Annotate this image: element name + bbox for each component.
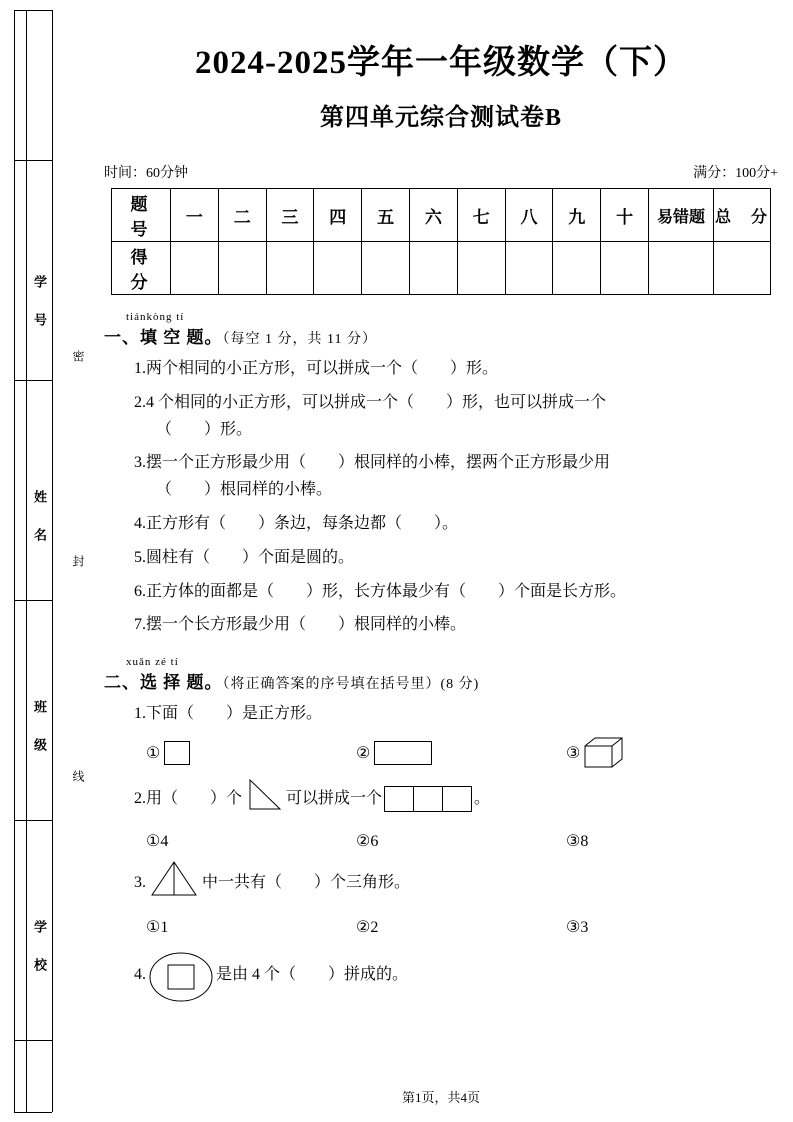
time-limit-label: 时间：60分钟 [104,166,188,181]
option-2-marker: ② [356,744,371,762]
score-cell[interactable] [553,242,601,295]
score-cell[interactable] [601,242,649,295]
sidebar-label-student-number: 学 号 [32,275,47,332]
score-table-col-6: 六 [409,189,457,242]
option-3[interactable]: ③3 [566,918,589,936]
score-table-row-label: 题 号 [112,189,171,242]
score-table-col-7: 七 [457,189,505,242]
section-2-pinyin: xuǎn zé tí [126,656,179,669]
option-1[interactable]: ①1 [146,918,169,936]
question-2-4 [134,951,786,1001]
question-2-2-middle: 可以拼成一个 [286,789,383,807]
table-row-question-numbers [112,189,771,242]
option-2[interactable]: ②6 [356,832,379,850]
option-1[interactable]: ①4 [146,832,169,850]
score-cell[interactable] [314,242,362,295]
question-1-4: 4.正方形有（ ）条边，每条边都（ ）。 [134,514,459,532]
circle-with-square-icon [148,951,214,1001]
question-2-4-prefix: 4. [134,966,146,984]
strip-hline [14,820,52,821]
binding-strip [0,0,96,1122]
strip-hline [14,10,52,11]
question-2-2-prefix: 2.用（ ）个 [134,789,243,807]
score-table-row-label-score: 得 分 [112,242,171,295]
rectangle-shape-icon [374,741,432,765]
section-1-pinyin: tiánkòng tí [126,311,185,323]
question-2-1-options [146,737,786,769]
section-multiple-choice [96,656,786,1000]
section-1-heading [104,323,786,348]
option-3-marker: ③ [566,744,581,762]
strip-hline [14,1040,52,1041]
score-table-col-total: 总 分 [714,189,771,242]
table-row-scores [112,242,771,295]
cube-shape-icon [584,737,624,769]
full-score-label: 满分：100分+ [693,166,778,181]
question-2-1: 1.下面（ ）是正方形。 [134,705,323,723]
question-2-3-text: 中一共有（ ）个三角形。 [202,873,411,891]
score-cell-total[interactable] [714,242,771,295]
seal-mark-feng: 封 [71,555,85,569]
score-cell[interactable] [171,242,219,295]
page-title-line1: 2024-2025学年一年级数学（下） [195,45,687,81]
strip-hline [14,160,52,161]
question-2-4-text: 是由 4 个（ ）拼成的。 [216,966,409,984]
question-2-3-prefix: 3. [134,873,146,891]
option-2[interactable] [356,737,566,769]
score-cell[interactable] [218,242,266,295]
page-footer: 第1页，共4页 [401,1090,480,1105]
score-cell[interactable] [457,242,505,295]
score-table-col-1: 一 [171,189,219,242]
option-1[interactable] [146,737,356,769]
strip-hline [14,380,52,381]
square-shape-icon [164,741,190,765]
page-title-line2: 第四单元综合测试卷B [319,105,562,131]
option-3[interactable] [566,737,776,769]
divided-triangle-icon [148,860,200,907]
section-2-heading [104,668,786,693]
question-2-2 [134,778,786,821]
score-table-col-9: 九 [553,189,601,242]
exam-paper-content [96,0,786,1122]
question-1-3-cont: （ ）根同样的小棒。 [156,481,333,499]
option-3[interactable]: ③8 [566,832,589,850]
question-2-2-options [146,831,786,851]
question-2-3-options [146,917,786,937]
score-cell[interactable] [362,242,410,295]
question-1-2-cont: （ ）形。 [156,420,253,438]
seal-mark-mi: 密 [71,350,85,364]
score-table [111,188,771,295]
section-1-subtitle: （每空 1 分，共 11 分） [222,332,377,347]
strip-hline [14,1112,52,1113]
question-1-7: 7.摆一个长方形最少用（ ）根同样的小棒。 [134,616,467,634]
question-2-3 [134,860,786,907]
score-table-col-8: 八 [505,189,553,242]
strip-line-2 [26,10,27,1112]
section-2-title: 二、选 择 题。 [104,673,223,693]
section-fill-in-blanks [96,311,786,638]
strip-line-1 [14,10,15,1112]
score-table-col-error-prone: 易错题 [649,189,714,242]
option-1-marker: ① [146,744,161,762]
score-cell[interactable] [266,242,314,295]
question-2-2-suffix: 。 [474,789,491,807]
score-cell[interactable] [409,242,457,295]
sidebar-label-school: 学 校 [32,920,47,977]
score-table-col-4: 四 [314,189,362,242]
seal-mark-xian: 线 [71,770,85,784]
score-table-col-2: 二 [218,189,266,242]
score-table-col-5: 五 [362,189,410,242]
sidebar-label-name: 姓 名 [32,490,47,547]
strip-hline [14,600,52,601]
exam-meta-row [96,162,786,182]
question-1-2: 2.4 个相同的小正方形，可以拼成一个（ ）形，也可以拼成一个 [134,393,607,411]
triangle-shape-icon [244,778,284,821]
three-part-rectangle-icon [384,786,472,812]
score-table-col-10: 十 [601,189,649,242]
question-1-5: 5.圆柱有（ ）个面是圆的。 [134,548,355,566]
strip-line-3 [52,10,53,1112]
option-2[interactable]: ②2 [356,918,379,936]
question-1-6: 6.正方体的面都是（ ）形，长方体最少有（ ）个面是长方形。 [134,582,627,600]
sidebar-label-class: 班 级 [32,700,47,757]
score-cell-error-prone[interactable] [649,242,714,295]
score-table-col-3: 三 [266,189,314,242]
question-1-3: 3.摆一个正方形最少用（ ）根同样的小棒，摆两个正方形最少用 [134,454,611,472]
question-1-1: 1.两个相同的小正方形，可以拼成一个（ ）形。 [134,360,499,377]
section-1-title: 一、填 空 题。 [104,328,223,347]
score-cell[interactable] [505,242,553,295]
section-2-subtitle: （将正确答案的序号填在括号里）(8 分) [222,677,480,693]
